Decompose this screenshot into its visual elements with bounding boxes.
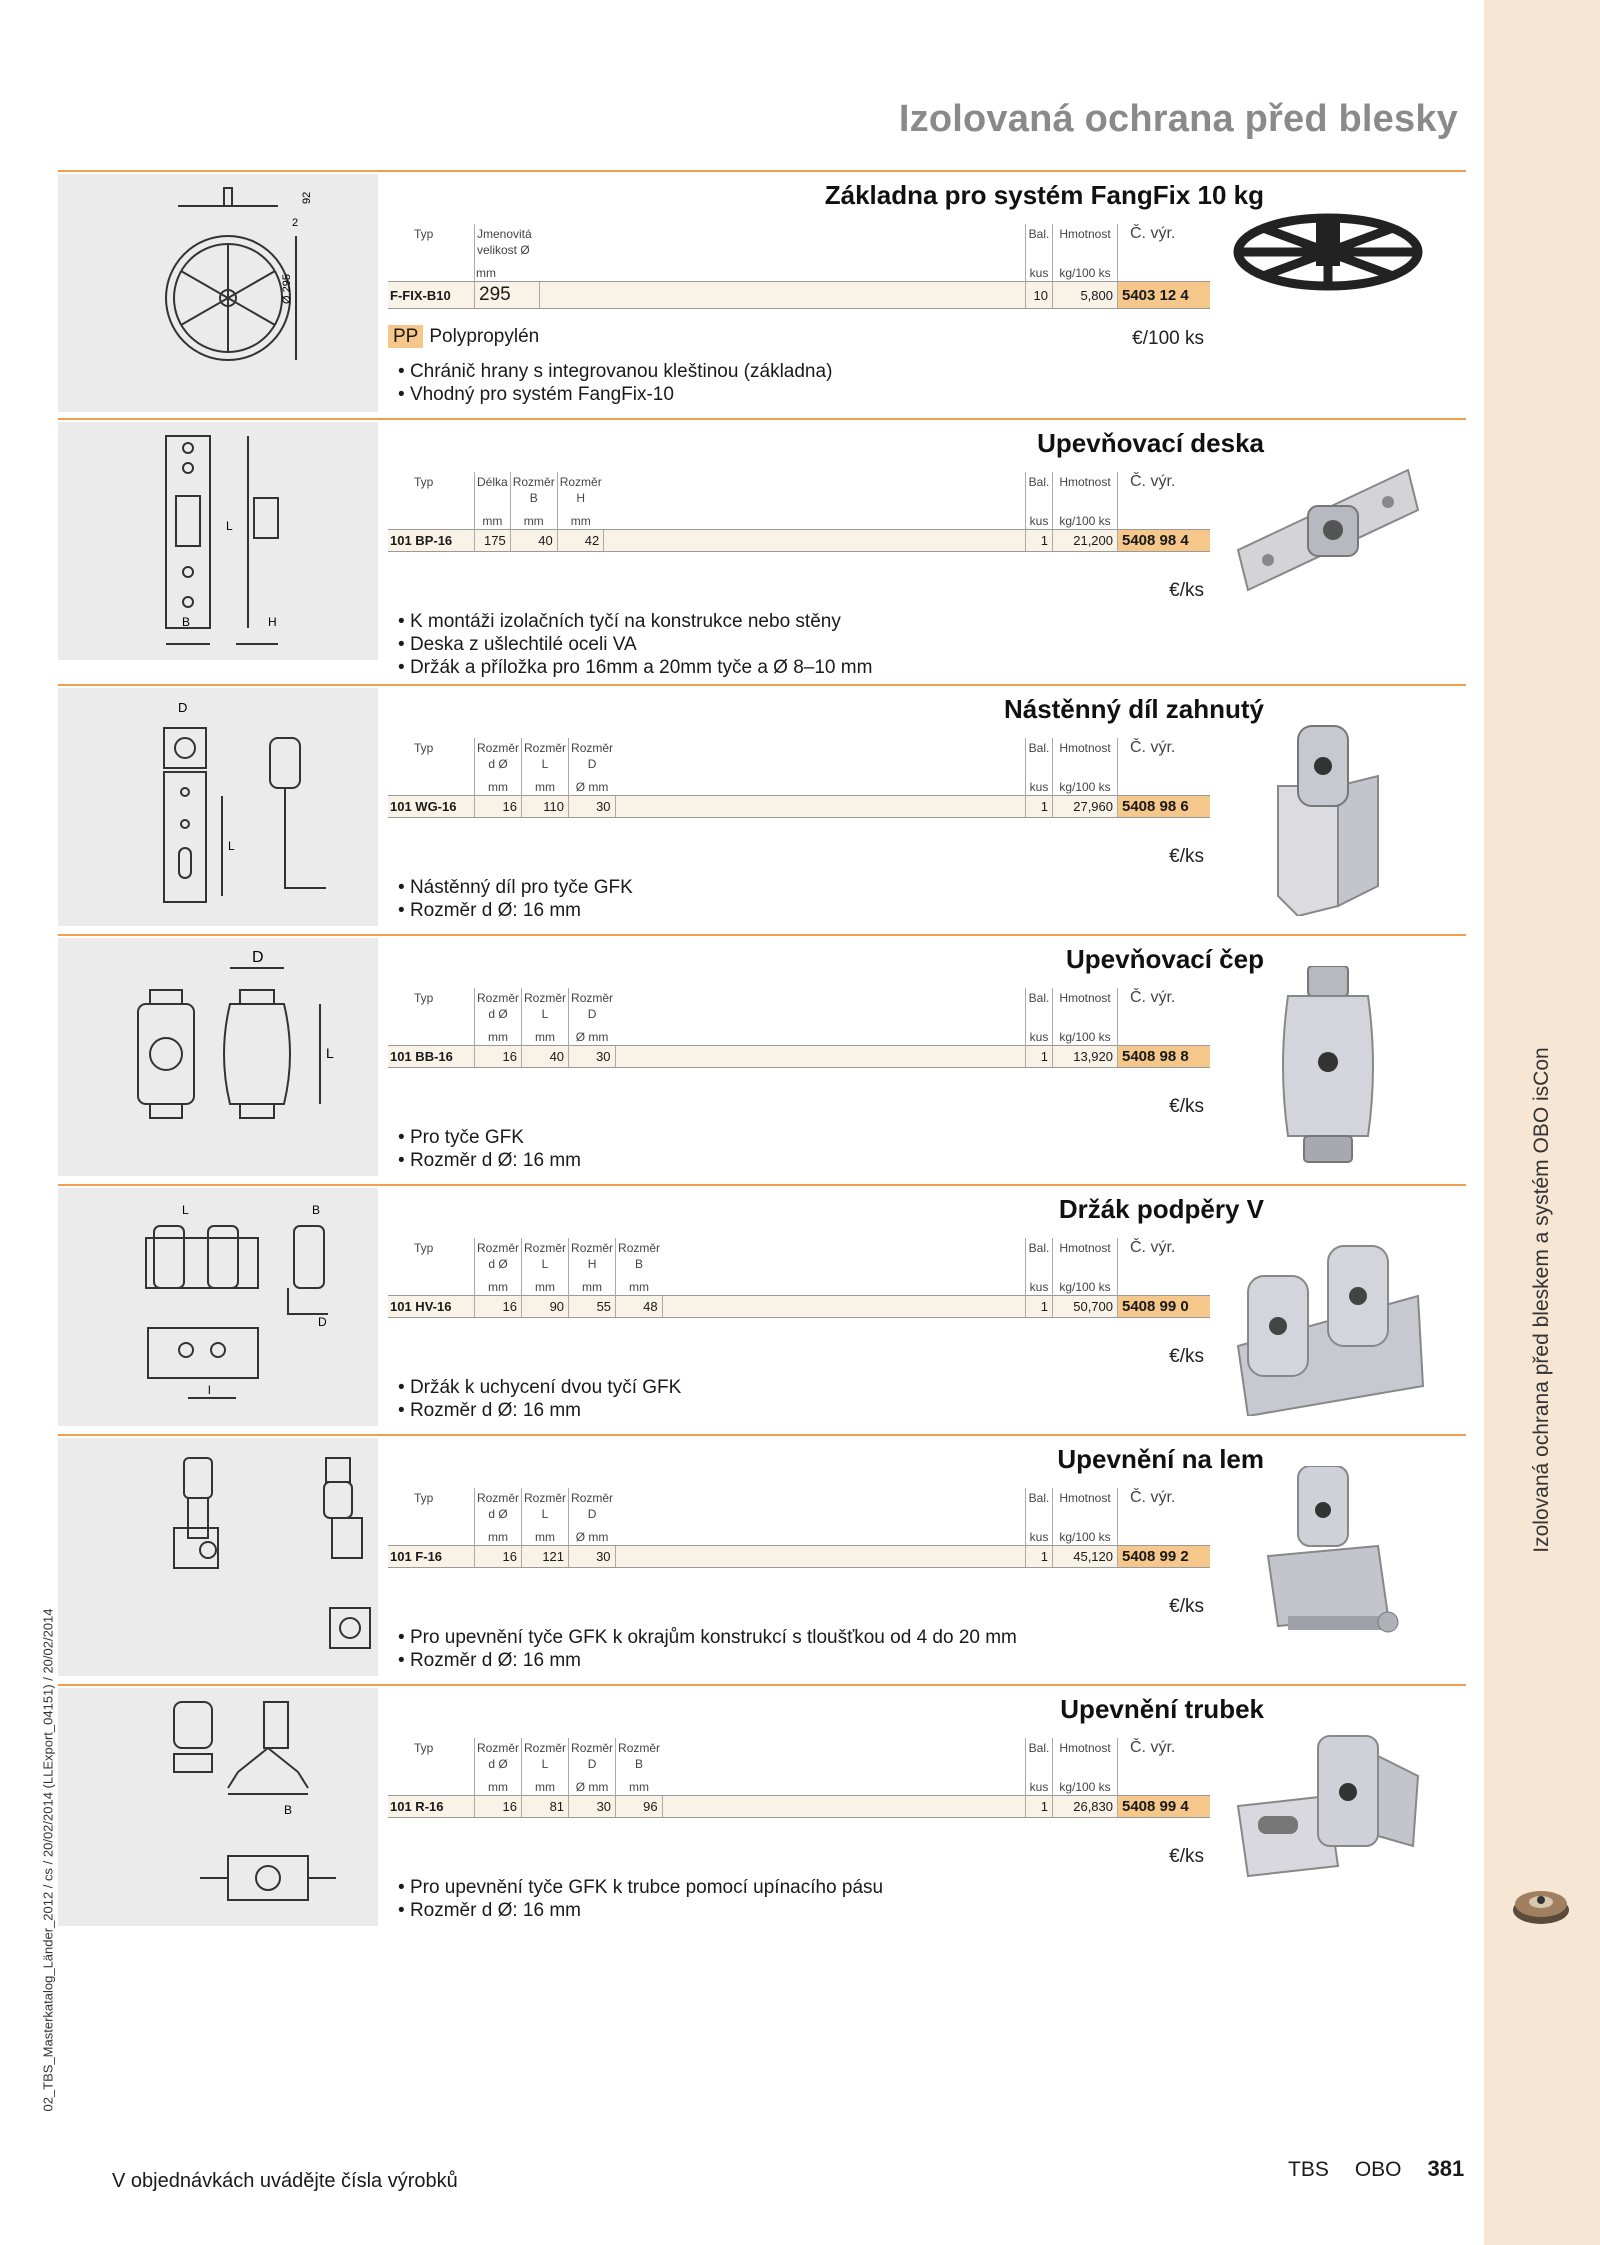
spec-table: Typ Rozměr d Ø Rozměr L Rozměr D Bal. Hmotnost Č. výr. mm mm Ø mm kus kg/100 ks 101 F-16 16 121 30 1 45,120 5408 99 2 [388,1488,1210,1568]
article-number: 5403 12 4 [1118,282,1211,309]
footer-branding [1288,2156,1464,2182]
article-number: 5408 98 8 [1118,1046,1211,1068]
price-unit: €/ks [1169,1096,1204,1117]
section-title: Upevnění trubek [1060,1694,1264,1724]
product-section-mounting-plate [58,418,1466,678]
article-number: 5408 99 0 [1118,1296,1211,1318]
svg-text:Ø 295: Ø 295 [281,274,293,304]
section-title: Nástěnný díl zahnutý [1003,694,1264,724]
price-unit: €/ks [1169,1346,1204,1367]
svg-text:D: D [252,949,264,966]
section-title: Držák podpěry V [1058,1194,1264,1224]
base-plate-photo [1228,202,1428,402]
feature-list: • Pro tyče GFK • Rozměr d Ø: 16 mm [398,1126,581,1172]
sidebar-title: Izolovaná ochrana před bleskem a systém OBO isCon [1530,1047,1553,1553]
edge-mount-drawing [58,1438,378,1676]
mounting-pin-drawing [58,938,378,1176]
article-number: 5408 99 4 [1118,1796,1211,1818]
v-support-photo [1228,1216,1428,1416]
product-section-fangfix-base [58,170,1466,420]
spec-table: Typ Délka Rozměr B Rozměr H Bal. Hmotnost Č. výr. mm mm mm kus kg/100 ks 101 BP-16 175 40 42 1 21,200 5408 98 4 [388,472,1210,552]
material-row: PP Polypropylén [388,326,539,348]
feature-list: • Nástěnný díl pro tyče GFK • Rozměr d Ø: 16 mm [398,876,633,922]
svg-text:2: 2 [292,217,299,229]
product-section-edge-mount [58,1434,1466,1684]
product-code: 101 F-16 [388,1546,475,1568]
mounting-plate-photo [1228,450,1428,650]
svg-text:B: B [182,615,191,629]
product-code: 101 R-16 [388,1796,475,1818]
article-number: 5408 98 4 [1118,530,1211,552]
spec-table: Typ Jmenovitá velikost Ø Bal. Hmotnost Č. výr. mm kus kg/100 ks F-FIX-B10 295 10 5,800 5403 12 4 [388,224,1210,309]
price-unit: €/ks [1169,1596,1204,1617]
section-title: Upevnění na lem [1057,1444,1264,1474]
pipe-mount-photo [1228,1716,1428,1916]
mounting-plate-drawing [58,422,378,660]
svg-text:L: L [228,839,235,853]
product-code: 101 HV-16 [388,1296,475,1318]
price-unit: €/ks [1169,580,1204,601]
section-title: Upevňovací deska [1037,428,1264,458]
price-unit: €/ks [1169,846,1204,867]
section-title: Základna pro systém FangFix 10 kg [824,180,1264,210]
edge-mount-photo [1228,1466,1428,1666]
svg-text:l: l [208,1383,211,1397]
svg-text:B: B [284,1803,293,1817]
isCon-product-icon [1510,1880,1572,1928]
product-section-wall-part-bent [58,684,1466,934]
spec-table: Typ Rozměr d Ø Rozměr L Rozměr D Bal. Hmotnost Č. výr. mm mm Ø mm kus kg/100 ks 101 BB-16 16 40 30 1 13,920 5408 98 8 [388,988,1210,1068]
product-section-mounting-pin [58,934,1466,1184]
spec-table: Typ Rozměr d Ø Rozměr L Rozměr D Rozměr B Bal. Hmotnost Č. výr. mm mm Ø mm mm kus kg/100 ks 101 R-16 16 81 30 96 1 26,830 5408 99 4 [388,1738,1210,1818]
product-code: 101 WG-16 [388,796,475,818]
svg-text:L: L [182,1203,189,1217]
wall-part-drawing [58,688,378,926]
feature-list: • Chránič hrany s integrovanou kleštinou (základna) • Vhodný pro systém FangFix-10 [398,360,832,406]
svg-text:L: L [326,1045,334,1061]
wall-part-photo [1228,716,1428,916]
base-plate-drawing [58,174,378,412]
svg-text:L: L [226,519,233,533]
spec-table: Typ Rozměr d Ø Rozměr L Rozměr D Bal. Hmotnost Č. výr. mm mm Ø mm kus kg/100 ks 101 WG-16 16 110 30 1 27,960 5408 98 6 [388,738,1210,818]
footer-brand-tbs: TBS [1288,2158,1329,2181]
price-unit: €/100 ks [1132,328,1204,349]
v-support-drawing [58,1188,378,1426]
article-number: 5408 99 2 [1118,1546,1211,1568]
svg-text:H: H [268,615,277,629]
pipe-mount-drawing [58,1688,378,1926]
spec-table: Typ Rozměr d Ø Rozměr L Rozměr H Rozměr B Bal. Hmotnost Č. výr. mm mm mm mm kus kg/100 ks 101 HV-16 16 90 55 48 1 50,700 5408 99 0 [388,1238,1210,1318]
product-section-pipe-mount [58,1684,1466,1934]
article-number: 5408 98 6 [1118,796,1211,818]
catalog-export-info: 02_TBS_Masterkatalog_Länder_2012 / cs / 20/02/2014 (LLExport_04151) / 20/02/2014 [40,1608,56,2112]
svg-text:B: B [312,1203,321,1217]
feature-list: • Pro upevnění tyče GFK k trubce pomocí upínacího pásu • Rozměr d Ø: 16 mm [398,1876,883,1922]
feature-list: • Držák k uchycení dvou tyčí GFK • Rozměr d Ø: 16 mm [398,1376,681,1422]
footer-brand-obo: OBO [1354,2158,1402,2181]
product-code: 101 BB-16 [388,1046,475,1068]
mounting-pin-photo [1228,966,1428,1166]
svg-text:D: D [318,1315,327,1329]
footer-note: V objednávkách uvádějte čísla výrobků [112,2170,458,2192]
feature-list: • K montáži izolačních tyčí na konstrukce nebo stěny • Deska z ušlechtilé oceli VA • Držák a příložka pro 16mm a 20mm tyče a Ø 8–10 mm [398,610,872,679]
product-code: 101 BP-16 [388,530,475,552]
feature-list: • Pro upevnění tyče GFK k okrajům konstrukcí s tloušťkou od 4 do 20 mm • Rozměr d Ø: 16 mm [398,1626,1017,1672]
product-code: F-FIX-B10 [388,282,475,309]
svg-text:D: D [178,700,188,715]
product-section-v-support-holder [58,1184,1466,1434]
price-unit: €/ks [1169,1846,1204,1867]
page-title: Izolovaná ochrana před blesky [898,98,1458,140]
svg-text:92: 92 [301,191,313,204]
page-number: 381 [1427,2156,1465,2181]
section-title: Upevňovací čep [1066,944,1264,974]
